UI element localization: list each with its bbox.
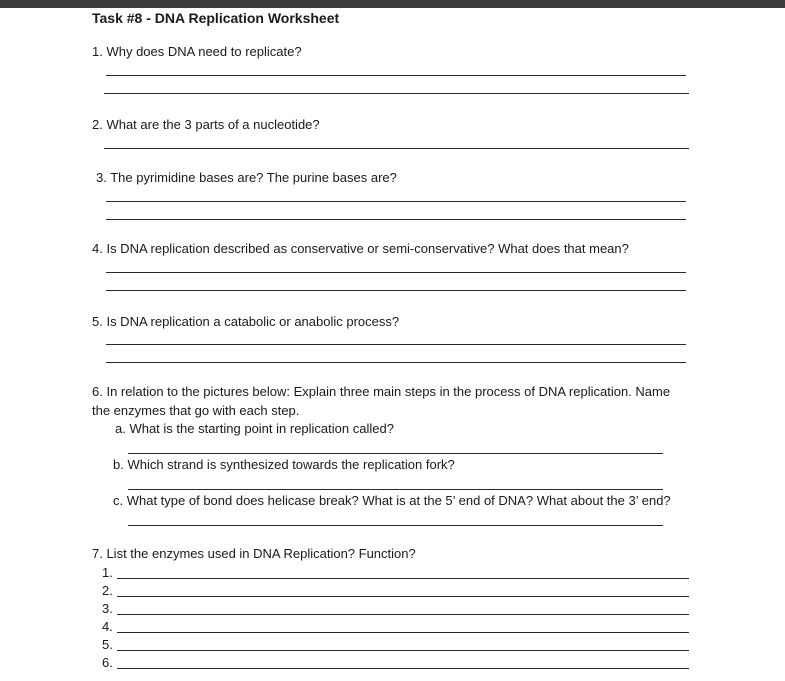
list-number: 1. (102, 565, 113, 580)
answer-line[interactable] (104, 148, 689, 149)
question-4: 4. Is DNA replication described as conservative or semi-conservative? What does that mean? (92, 241, 629, 256)
answer-line[interactable] (106, 201, 686, 202)
answer-line[interactable] (128, 489, 663, 490)
list-number: 2. (102, 583, 113, 598)
answer-line[interactable] (106, 272, 686, 273)
question-2: 2. What are the 3 parts of a nucleotide? (92, 117, 320, 132)
list-number: 5. (102, 637, 113, 652)
answer-line[interactable] (104, 93, 689, 94)
question-1: 1. Why does DNA need to replicate? (92, 44, 302, 59)
list-number: 4. (102, 619, 113, 634)
answer-line[interactable] (106, 362, 686, 363)
worksheet-title: Task #8 - DNA Replication Worksheet (92, 10, 340, 26)
question-5: 5. Is DNA replication a catabolic or anabolic process? (92, 314, 400, 329)
question-6a: a. What is the starting point in replication called? (115, 421, 394, 436)
list-number: 6. (102, 655, 113, 670)
question-7: 7. List the enzymes used in DNA Replication? Function? (92, 546, 416, 561)
answer-line[interactable] (106, 219, 686, 220)
answer-line[interactable] (117, 632, 689, 633)
viewer-top-bar (0, 0, 785, 8)
answer-line[interactable] (106, 344, 686, 345)
list-number: 3. (102, 601, 113, 616)
answer-line[interactable] (128, 525, 663, 526)
answer-line[interactable] (117, 596, 689, 597)
answer-line[interactable] (106, 75, 686, 76)
answer-line[interactable] (117, 578, 689, 579)
answer-line[interactable] (106, 290, 686, 291)
answer-line[interactable] (117, 614, 689, 615)
answer-line[interactable] (128, 453, 663, 454)
answer-line[interactable] (117, 650, 689, 651)
answer-line[interactable] (117, 668, 689, 669)
question-6: 6. In relation to the pictures below: Explain three main steps in the process of DNA replication. Name (92, 384, 671, 399)
question-6b: b. Which strand is synthesized towards the replication fork? (113, 457, 455, 472)
question-3: 3. The pyrimidine bases are? The purine bases are? (96, 170, 397, 185)
question-6-continued: the enzymes that go with each step. (92, 403, 300, 418)
question-6c: c. What type of bond does helicase break? What is at the 5’ end of DNA? What about the 3’ end? (113, 493, 671, 508)
